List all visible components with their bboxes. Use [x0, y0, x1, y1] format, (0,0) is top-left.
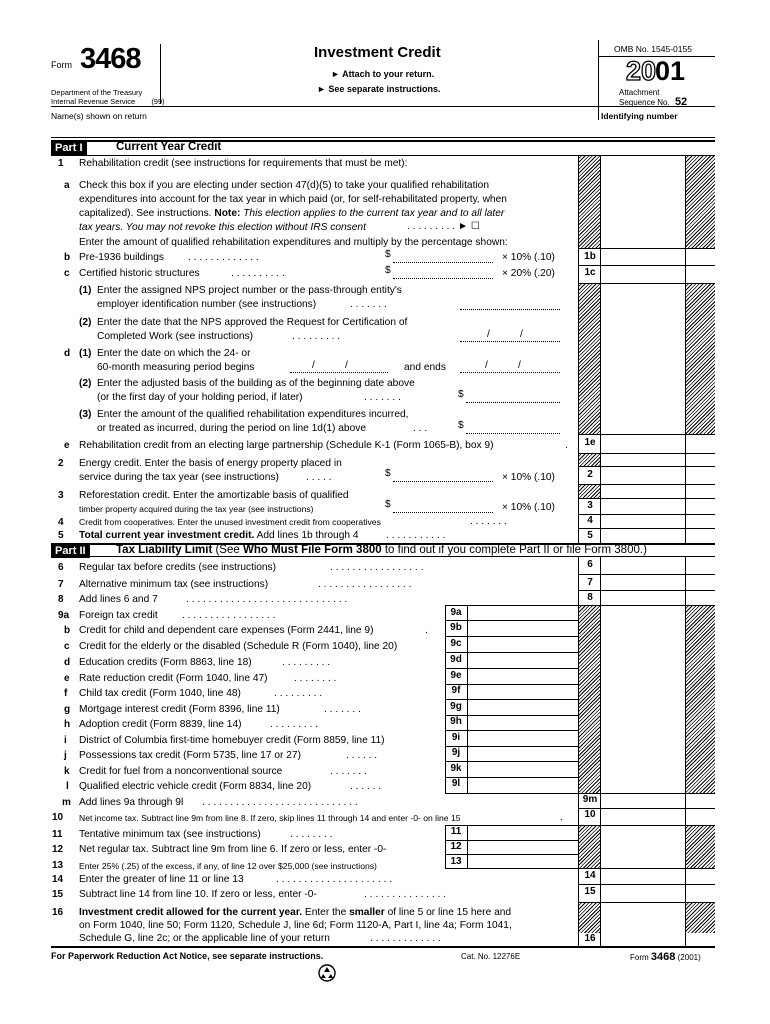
rule-1b-top: [578, 248, 715, 249]
line-1a-text-1: Check this box if you are electing under section 47(d)(5) to take your qualified rehabilitation: [79, 180, 489, 191]
hatch-block-4: [578, 484, 600, 498]
box-14: 14: [584, 870, 596, 881]
line-11-leader: . . . . . . . .: [290, 829, 333, 840]
line-num-6: 6: [58, 562, 64, 573]
line-num-1e: e: [64, 440, 70, 451]
box-9i: 9i: [451, 732, 461, 743]
line-9k-leader: . . . . . . .: [330, 766, 367, 777]
d1-slash-4: /: [518, 360, 521, 371]
line-num-9g: g: [64, 704, 71, 715]
line-1b-amount-field[interactable]: [393, 262, 493, 263]
hatch-mid-9: [578, 605, 600, 793]
line-num-15: 15: [52, 889, 64, 900]
line-num-10: 10: [52, 812, 64, 823]
line-1c-dollar: $: [385, 265, 391, 276]
line-9f-text: Child tax credit (Form 1040, line 48): [79, 688, 241, 699]
line-10-leader: .: [560, 812, 563, 823]
box-8: 8: [587, 592, 593, 603]
year-bold: 01: [655, 56, 686, 86]
energy-basis-field[interactable]: [393, 481, 493, 482]
line-num-7: 7: [58, 579, 64, 590]
box-1c: 1c: [584, 267, 596, 278]
line-5-leader: . . . . . . . . . . .: [386, 530, 446, 541]
line-9m-text: Add lines 9a through 9l: [79, 797, 184, 808]
line-2-text-2: service during the tax year (see instructions): [79, 472, 279, 483]
box-4: 4: [587, 515, 593, 526]
line-9e-text: Rate reduction credit (Form 1040, line 47): [79, 673, 268, 684]
rule-13: [445, 868, 715, 869]
box-9f: 9f: [451, 685, 461, 696]
line-num-9e: e: [64, 673, 70, 684]
line-num-9m: m: [62, 797, 71, 808]
box-6: 6: [587, 559, 593, 570]
d3-text-1: Enter the amount of the qualified rehabilitation expenditures incurred,: [97, 409, 409, 420]
c1-text-2: employer identification number (see instructions): [97, 299, 317, 310]
d3-text-2: or treated as incurred, during the period on line 1d(1) above: [97, 423, 367, 434]
line-1a-text-4: tax years. You may not revoke this election without IRS consent: [79, 222, 366, 233]
line-num-9j: j: [64, 750, 67, 761]
line-9d-leader: . . . . . . . . .: [282, 657, 331, 668]
line-1c-text: Certified historic structures: [79, 268, 200, 279]
rule-8-bottom: [445, 605, 715, 606]
line-num-1a: a: [64, 180, 70, 191]
c2-slash-1: /: [487, 329, 490, 340]
box-12: 12: [450, 841, 462, 852]
line-14-text: Enter the greater of line 11 or line 13: [79, 874, 244, 885]
box-1e: 1e: [584, 437, 596, 448]
part2-title: Tax Liability Limit (See Who Must File Form 3800 to find out if you complete Part II or file Form 3800.): [116, 544, 647, 556]
line-9j-text: Possessions tax credit (Form 5735, line 17 or 27): [79, 750, 301, 761]
line-9i-text: District of Columbia first-time homebuyer credit (Form 8859, line 11): [79, 735, 385, 746]
line-num-1b: b: [64, 252, 71, 263]
line-9j-leader: . . . . . .: [346, 750, 378, 761]
d1-text-1: Enter the date on which the 24- or: [97, 348, 251, 359]
form-word: Form: [51, 60, 72, 70]
election-checkbox[interactable]: . . . . . . . . . ► ☐: [407, 221, 480, 232]
line-3-pct: × 10% (.10): [502, 502, 555, 513]
rule-9c: [445, 652, 578, 653]
box-9l: 9l: [451, 778, 461, 789]
box-3: 3: [587, 500, 593, 511]
names-bottom-rule: [51, 137, 715, 138]
box-10: 10: [584, 809, 596, 820]
dept-line2: Internal Revenue Service (99): [51, 97, 165, 106]
box-9m: 9m: [582, 794, 598, 805]
box-5: 5: [587, 530, 593, 541]
d2-leader: . . . . . . .: [364, 392, 401, 403]
line-9c-text: Credit for the elderly or the disabled (Schedule R (Form 1040), line 20): [79, 641, 398, 652]
rule-9h: [445, 730, 578, 731]
line-num-8: 8: [58, 594, 64, 605]
d2-text-2: (or the first day of your holding period, if later): [97, 392, 303, 403]
footer-rule: [51, 946, 715, 948]
line-8-leader: . . . . . . . . . . . . . . . . . . . . . . . . . . . . .: [186, 594, 348, 605]
rule-14: [578, 884, 715, 885]
line-7-leader: . . . . . . . . . . . . . . . . .: [318, 579, 412, 590]
line-1b-pct: × 10% (.10): [502, 252, 555, 263]
line-9k-text: Credit for fuel from a nonconventional source: [79, 766, 283, 777]
rule-7-bottom: [578, 590, 715, 591]
attachment-label: Attachment: [619, 88, 660, 97]
hatch-block-right-4: [685, 825, 715, 868]
line-1e-text: Rehabilitation credit from an electing large partnership (Schedule K-1 (Form 1065-B), box 9): [79, 440, 494, 451]
line-15-leader: . . . . . . . . . . . . . . .: [364, 889, 447, 900]
part1-title-rule: [51, 155, 715, 156]
line-9a-text: Foreign tax credit: [79, 610, 158, 621]
c2-slash-2: /: [520, 329, 523, 340]
line-9a-leader: . . . . . . . . . . . . . . . . .: [182, 610, 276, 621]
form-number: 3468: [80, 43, 141, 75]
attach-note: ► Attach to your return.: [331, 69, 435, 79]
line-num-9h: h: [64, 719, 71, 730]
part2-badge: Part II: [51, 544, 90, 558]
line-num-9i: i: [64, 735, 67, 746]
recycle-icon: [318, 964, 336, 982]
d3-leader: . . .: [413, 423, 428, 434]
c1-text-1: Enter the assigned NPS project number or the pass-through entity's: [97, 285, 402, 296]
nps-date-field[interactable]: [460, 341, 560, 342]
line-num-9f: f: [64, 688, 68, 699]
line-16-leader: . . . . . . . . . . . . .: [370, 933, 441, 944]
line-1b-dollar: $: [385, 249, 391, 260]
col-line-c: [685, 155, 686, 545]
line-3-dollar: $: [385, 499, 391, 510]
box-9a: 9a: [450, 607, 462, 618]
c2-text-2: Completed Work (see instructions): [97, 331, 254, 342]
box-16: 16: [584, 933, 596, 944]
rule-2-bottom: [578, 484, 715, 485]
line-13-text: Enter 25% (.25) of the excess, if any, of line 12 over $25,000 (see instructions): [79, 861, 377, 871]
line-num-3: 3: [58, 490, 64, 501]
rule-4-bottom: [578, 528, 715, 529]
line-3-text-2: timber property acquired during the tax year (see instructions): [79, 504, 314, 514]
omb-number: OMB No. 1545-0155: [614, 44, 692, 54]
line-1c-leader: . . . . . . . . . .: [231, 268, 285, 279]
line-6-text: Regular tax before credits (see instructions): [79, 562, 277, 573]
header-bottom-rule: [51, 106, 715, 107]
names-label: Name(s) shown on return: [51, 111, 147, 121]
c1-marker: (1): [79, 285, 92, 296]
line-num-2: 2: [58, 458, 64, 469]
line-1b-leader: . . . . . . . . . . . . .: [188, 252, 259, 263]
box-9k: 9k: [450, 763, 462, 774]
line-9e-leader: . . . . . . . .: [294, 673, 337, 684]
line-4-leader: . . . . . . .: [470, 516, 507, 527]
line-num-1c: c: [64, 268, 70, 279]
period-end-field[interactable]: [460, 372, 560, 373]
nps-project-field[interactable]: [460, 309, 560, 310]
box-1b: 1b: [584, 251, 596, 262]
line-num-13: 13: [52, 860, 64, 871]
line-num-9a: 9a: [58, 610, 70, 621]
line-2-pct: × 10% (.10): [502, 472, 555, 483]
d1-slash-2: /: [345, 360, 348, 371]
line-2-text-1: Energy credit. Enter the basis of energy property placed in: [79, 458, 342, 469]
hatch-block-right-2: [685, 283, 715, 434]
line-num-14: 14: [52, 874, 64, 885]
c1-leader: . . . . . . .: [350, 299, 387, 310]
d3-dollar: $: [458, 420, 464, 431]
line-8-text: Add lines 6 and 7: [79, 594, 158, 605]
line-num-16: 16: [52, 907, 64, 918]
part2-title-rule: [51, 556, 715, 557]
line-1c-amount-field[interactable]: [393, 278, 493, 279]
sequence-label: Sequence No. 52: [619, 96, 688, 108]
rule-9a: [445, 620, 578, 621]
hatch-block-1: [578, 155, 600, 248]
line-num-9d: d: [64, 657, 71, 668]
hatch-block-right-5: [685, 902, 715, 933]
rule-12: [445, 854, 578, 855]
line-15-text: Subtract line 14 from line 10. If zero or less, enter -0-: [79, 889, 317, 900]
line-9l-text: Qualified electric vehicle credit (Form 8834, line 20): [79, 781, 312, 792]
dept-line1: Department of the Treasury: [51, 88, 143, 97]
mid-col-b2: [467, 825, 468, 868]
reforestation-basis-field[interactable]: [393, 512, 493, 513]
box-7: 7: [587, 577, 593, 588]
line-1a-text-2: expenditures into account for the tax year in which paid (or, for self-rehabilitated property, when: [79, 194, 507, 205]
part1-badge: Part I: [51, 141, 87, 155]
hatch-block-2: [578, 283, 600, 434]
line-16-text-1: Investment credit allowed for the current year. Enter the smaller of line 5 or line 15 here and: [79, 907, 512, 918]
line-1-text: Rehabilitation credit (see instructions for requirements that must be met):: [79, 158, 408, 169]
box-9j: 9j: [451, 747, 461, 758]
line-14-leader: . . . . . . . . . . . . . . . . . . . . .: [276, 874, 393, 885]
rule-6-bottom: [578, 574, 715, 575]
rule-10: [445, 825, 715, 826]
c2-marker: (2): [79, 317, 92, 328]
pra-notice: For Paperwork Reduction Act Notice, see separate instructions.: [51, 951, 324, 961]
line-num-1d: d: [64, 348, 71, 359]
rule-1c-bottom: [578, 283, 715, 284]
line-9f-leader: . . . . . . . . .: [274, 688, 323, 699]
d1-slash-3: /: [485, 360, 488, 371]
line-16-text-2: on Form 1040, line 50; Form 1120, Schedule J, line 6d; Form 1120-A, Part I, line 4a; Form 1041,: [79, 920, 512, 931]
line-num-9l: l: [66, 781, 69, 792]
line-1b-text: Pre-1936 buildings: [79, 252, 164, 263]
d1-marker: (1): [79, 348, 92, 359]
header-divider-left: [160, 44, 161, 104]
form-title: Investment Credit: [314, 44, 441, 61]
rule-1b-bottom: [578, 265, 715, 266]
line-6-leader: . . . . . . . . . . . . . . . . .: [330, 562, 424, 573]
footer-form-ref: Form 3468 (2001): [630, 951, 701, 963]
d1-ends-text: and ends: [404, 362, 446, 373]
line-9b-leader: .: [425, 625, 428, 636]
box-2: 2: [587, 469, 593, 480]
d1-text-2: 60-month measuring period begins: [97, 362, 255, 373]
cat-number: Cat. No. 12276E: [461, 952, 521, 961]
col-line-a: [578, 155, 579, 545]
col-line-c2: [685, 556, 686, 946]
box-9d: 9d: [450, 654, 462, 665]
line-9m-leader: . . . . . . . . . . . . . . . . . . . . . . . . . . . .: [202, 797, 358, 808]
d1-slash-1: /: [312, 360, 315, 371]
line-9d-text: Education credits (Form 8863, line 18): [79, 657, 252, 668]
line-num-4: 4: [58, 517, 64, 528]
line-num-11: 11: [52, 829, 63, 840]
line-9h-text: Adoption credit (Form 8839, line 14): [79, 719, 242, 730]
line-9g-leader: . . . . . . .: [324, 704, 361, 715]
box-9e: 9e: [450, 670, 462, 681]
instructions-note: ► See separate instructions.: [317, 84, 441, 94]
c2-text-1: Enter the date that the NPS approved the Request for Certification of: [97, 317, 408, 328]
hatch-block-6: [578, 825, 600, 868]
line-9l-leader: . . . . . .: [350, 781, 382, 792]
box-9g: 9g: [450, 701, 462, 712]
line-2-leader: . . . . .: [306, 472, 332, 483]
period-begin-field[interactable]: [290, 372, 388, 373]
line-12-text: Net regular tax. Subtract line 9m from line 6. If zero or less, enter -0-: [79, 844, 387, 855]
hatch-block-right-1: [685, 155, 715, 248]
line-2-dollar: $: [385, 468, 391, 479]
line-3-text-1: Reforestation credit. Enter the amortizable basis of qualified: [79, 490, 349, 501]
line-16-text-3: Schedule G, line 2c; or the applicable line of your return: [79, 933, 330, 944]
line-num-1: 1: [58, 158, 64, 169]
c2-leader: . . . . . . . . .: [292, 331, 341, 342]
line-9b-text: Credit for child and dependent care expenses (Form 2441, line 9): [79, 625, 374, 636]
line-1a-text-3: capitalized). See instructions. Note: This election applies to the current tax year and to all later: [79, 208, 505, 219]
identifying-number-label: Identifying number: [601, 111, 678, 121]
part1-title: Current Year Credit: [116, 141, 222, 153]
d2-text-1: Enter the adjusted basis of the building as of the beginning date above: [97, 378, 415, 389]
d2-dollar: $: [458, 389, 464, 400]
line-9g-text: Mortgage interest credit (Form 8396, line 11): [79, 704, 280, 715]
line-11-text: Tentative minimum tax (see instructions): [79, 829, 261, 840]
hatch-block-3: [578, 453, 600, 466]
line-5-text: Total current year investment credit. Add lines 1b through 4: [79, 530, 359, 541]
line-num-9b: b: [64, 625, 71, 636]
hatch-block-7: [578, 902, 600, 933]
adjusted-basis-field[interactable]: [466, 402, 560, 403]
rule-3-top: [578, 498, 715, 499]
d3-marker: (3): [79, 409, 92, 420]
enter-pct-text: Enter the amount of qualified rehabilitation expenditures and multiply by the percentage shown:: [79, 237, 508, 248]
box-9h: 9h: [450, 716, 462, 727]
d2-marker: (2): [79, 378, 92, 389]
line-num-12: 12: [52, 844, 64, 855]
rehab-expenditures-field[interactable]: [466, 433, 560, 434]
line-9h-leader: . . . . . . . . .: [270, 719, 319, 730]
hatch-block-right-3: [685, 605, 715, 793]
line-7-text: Alternative minimum tax (see instructions): [79, 579, 269, 590]
line-num-9k: k: [64, 766, 70, 777]
line-4-text: Credit from cooperatives. Enter the unused investment credit from cooperatives: [79, 517, 381, 527]
line-num-5: 5: [58, 530, 64, 541]
line-1e-leader: .: [565, 440, 568, 451]
box-13: 13: [450, 856, 462, 867]
box-15: 15: [584, 886, 596, 897]
line-num-9c: c: [64, 641, 70, 652]
box-11: 11: [450, 826, 462, 837]
header-divider-right: [598, 40, 599, 120]
rule-9f: [445, 699, 578, 700]
rule-9j: [445, 761, 578, 762]
box-9b: 9b: [450, 622, 462, 633]
col-line-b: [600, 155, 601, 545]
rule-15: [578, 902, 715, 903]
rule-9d: [445, 668, 578, 669]
rule-1e-top: [578, 434, 715, 435]
year-outline: 20: [626, 56, 657, 86]
box-9c: 9c: [450, 638, 462, 649]
rule-9b: [445, 636, 578, 637]
line-10-text: Net income tax. Subtract line 9m from line 8. If zero, skip lines 11 through 14 and enter -0- on line 15: [79, 813, 461, 823]
rule-1e-bottom: [578, 453, 715, 454]
rule-2-top: [578, 466, 715, 467]
line-1c-pct: × 20% (.20): [502, 268, 555, 279]
